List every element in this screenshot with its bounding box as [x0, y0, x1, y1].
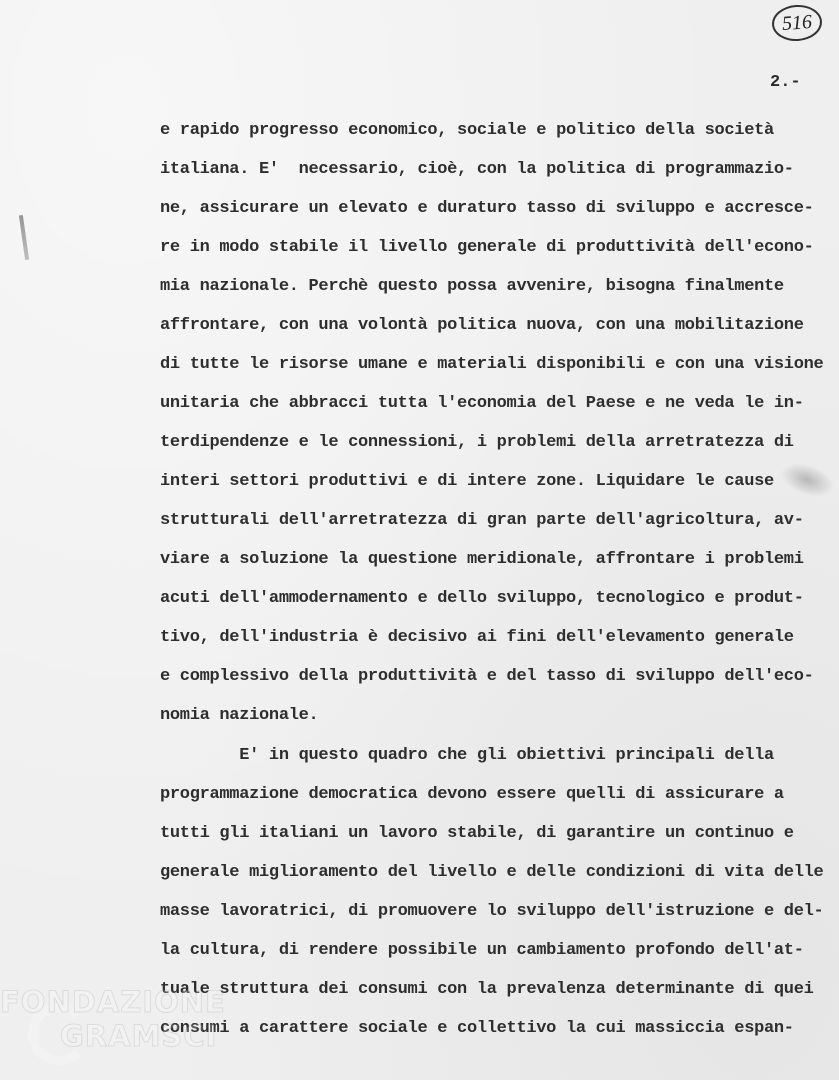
archive-number-stamp: 516 — [771, 3, 823, 42]
text-line: e complessivo della produttività e del tasso di sviluppo dell'eco- — [160, 667, 814, 686]
margin-mark — [19, 215, 29, 260]
ink-smudge — [777, 456, 839, 503]
text-line: la cultura, di rendere possibile un cambiamento profondo dell'at- — [160, 941, 804, 960]
text-line: acuti dell'ammodernamento e dello sviluppo, tecnologico e produt- — [160, 589, 804, 608]
text-line: consumi a carattere sociale e collettivo la cui massiccia espan- — [160, 1019, 794, 1038]
text-line: mia nazionale. Perchè questo possa avvenire, bisogna finalmente — [160, 277, 784, 296]
text-line: tuale struttura dei consumi con la prevalenza determinante di quei — [160, 980, 814, 999]
text-line: masse lavoratrici, di promuovere lo sviluppo dell'istruzione e del- — [160, 902, 824, 921]
text-line: E' in questo quadro che gli obiettivi principali della — [160, 746, 774, 765]
text-line: unitaria che abbracci tutta l'economia del Paese e ne veda le in- — [160, 394, 804, 413]
watermark-line2: GRAMSCI — [60, 1019, 218, 1053]
text-line: tutti gli italiani un lavoro stabile, di garantire un continuo e — [160, 824, 794, 843]
text-line: tivo, dell'industria è decisivo ai fini dell'elevamento generale — [160, 628, 794, 647]
text-line: terdipendenze e le connessioni, i problemi della arretratezza di — [160, 433, 794, 452]
text-line: e rapido progresso economico, sociale e politico della società — [160, 121, 774, 140]
text-line: programmazione democratica devono essere quelli di assicurare a — [160, 785, 784, 804]
text-line: nomia nazionale. — [160, 706, 319, 725]
watermark-line1: FONDAZIONE — [0, 985, 226, 1019]
text-line: generale miglioramento del livello e delle condizioni di vita delle — [160, 863, 824, 882]
text-line: re in modo stabile il livello generale di produttività dell'econo- — [160, 238, 814, 257]
text-line: ne, assicurare un elevato e duraturo tasso di sviluppo e accresce- — [160, 199, 814, 218]
text-line: viare a soluzione la questione meridionale, affrontare i problemi — [160, 550, 804, 569]
text-line: italiana. E' necessario, cioè, con la politica di programmazio- — [160, 160, 794, 179]
text-line: strutturali dell'arretratezza di gran parte dell'agricoltura, av- — [160, 511, 804, 530]
fondazione-gramsci-watermark — [0, 985, 226, 1080]
text-line: di tutte le risorse umane e materiali disponibili e con una visione — [160, 355, 824, 374]
text-line: interi settori produttivi e di intere zone. Liquidare le cause — [160, 472, 774, 491]
page-number: 2.- — [770, 73, 801, 92]
text-line: affrontare, con una volontà politica nuova, con una mobilitazione — [160, 316, 804, 335]
